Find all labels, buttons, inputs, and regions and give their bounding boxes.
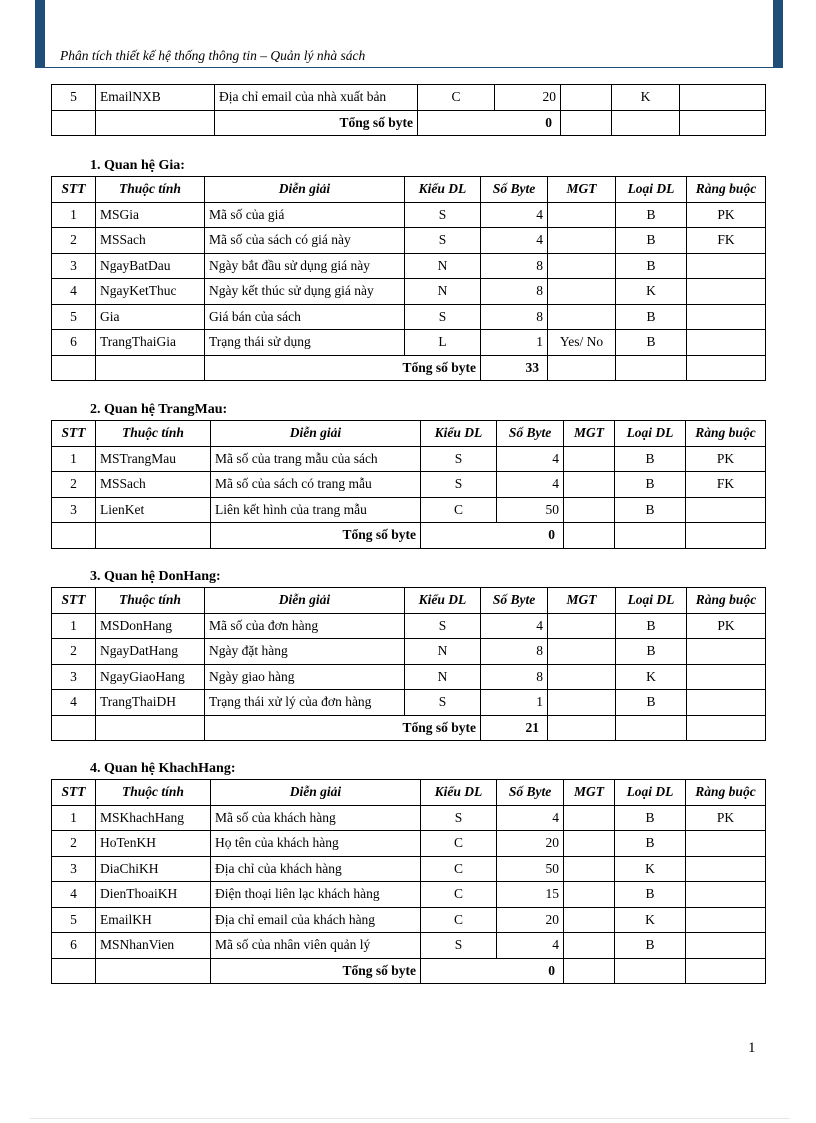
section-title-donhang: 3. Quan hệ DonHang: — [90, 569, 221, 584]
column-header: Thuộc tính — [96, 421, 211, 447]
cell-mgt — [548, 304, 616, 330]
table-row — [52, 497, 766, 523]
table-row — [52, 202, 766, 228]
header-right-bar — [773, 0, 783, 68]
cell-attribute: MSNhanVien — [96, 933, 211, 959]
cell-description: Trạng thái xử lý của đơn hàng — [205, 690, 405, 716]
column-header: Loại DL — [615, 421, 686, 447]
cell-description: Mã số của khách hàng — [211, 805, 421, 831]
cell-data-kind: B — [615, 882, 686, 908]
header-divider — [35, 67, 783, 68]
cell-mgt — [564, 446, 615, 472]
cell-constraint: FK — [686, 472, 766, 498]
cell-mgt — [564, 933, 615, 959]
cell-type: S — [405, 613, 481, 639]
cell-data-kind: B — [616, 639, 687, 665]
cell-mgt — [564, 882, 615, 908]
cell-attribute: MSDonHang — [96, 613, 205, 639]
cell-bytes: 20 — [495, 85, 561, 111]
column-header: MGT — [548, 177, 616, 203]
cell-mgt — [548, 639, 616, 665]
cell-constraint — [687, 279, 766, 305]
cell-constraint: PK — [686, 805, 766, 831]
table-row — [52, 279, 766, 305]
cell-bytes: 20 — [497, 831, 564, 857]
cell-description: Điện thoại liên lạc khách hàng — [211, 882, 421, 908]
cell-description: Mã số của nhân viên quản lý — [211, 933, 421, 959]
column-header: Thuộc tính — [96, 780, 211, 806]
cell-description: Địa chỉ email của nhà xuất bản — [215, 85, 418, 111]
cell-type: S — [405, 304, 481, 330]
cell-stt: 2 — [52, 639, 96, 665]
cell-attribute: TrangThaiGia — [96, 330, 205, 356]
cell-description: Mã số của sách có trang mẫu — [211, 472, 421, 498]
cell-mgt — [564, 907, 615, 933]
cell-type: N — [405, 664, 481, 690]
table-row — [52, 933, 766, 959]
column-header: Diễn giải — [211, 780, 421, 806]
table-row — [52, 85, 766, 111]
table-header-row — [52, 780, 766, 806]
table-row — [52, 472, 766, 498]
column-header: Loại DL — [615, 780, 686, 806]
cell-mgt — [564, 472, 615, 498]
cell-description: Ngày đặt hàng — [205, 639, 405, 665]
cell-data-kind: B — [616, 202, 687, 228]
cell-bytes: 4 — [497, 446, 564, 472]
cell-constraint — [686, 907, 766, 933]
total-label: Tổng số byte — [205, 355, 481, 381]
cell-stt: 2 — [52, 228, 96, 254]
column-header: Ràng buộc — [686, 780, 766, 806]
cell-type: C — [418, 85, 495, 111]
cell-attribute: MSTrangMau — [96, 446, 211, 472]
cell-constraint — [687, 253, 766, 279]
column-header: Diễn giải — [205, 177, 405, 203]
cell-data-kind: B — [616, 330, 687, 356]
cell-constraint — [687, 664, 766, 690]
cell-attribute: MSSach — [96, 228, 205, 254]
table-row — [52, 446, 766, 472]
cell-stt: 6 — [52, 330, 96, 356]
total-row — [52, 958, 766, 984]
cell-bytes: 8 — [481, 664, 548, 690]
cell-type: S — [421, 805, 497, 831]
cell-description: Ngày kết thúc sử dụng giá này — [205, 279, 405, 305]
total-label: Tổng số byte — [211, 958, 421, 984]
cell-constraint — [686, 497, 766, 523]
cell-bytes: 4 — [497, 933, 564, 959]
table-row — [52, 690, 766, 716]
cell-type: S — [421, 446, 497, 472]
table-continuation — [51, 84, 766, 136]
cell-mgt — [548, 664, 616, 690]
page-number: 1 — [748, 1040, 756, 1056]
section-title-khachhang: 4. Quan hệ KhachHang: — [90, 761, 236, 776]
cell-data-kind: B — [615, 831, 686, 857]
column-header: MGT — [548, 588, 616, 614]
table-row — [52, 330, 766, 356]
column-header: MGT — [564, 421, 615, 447]
table-row — [52, 228, 766, 254]
cell-constraint — [680, 85, 766, 111]
cell-description: Mã số của sách có giá này — [205, 228, 405, 254]
cell-constraint — [687, 690, 766, 716]
cell-attribute: EmailNXB — [96, 85, 215, 111]
table-khachhang — [51, 779, 766, 984]
table-gia — [51, 176, 766, 381]
cell-data-kind: B — [615, 446, 686, 472]
column-header: Số Byte — [497, 780, 564, 806]
cell-description: Địa chỉ của khách hàng — [211, 856, 421, 882]
cell-attribute: MSGia — [96, 202, 205, 228]
column-header: Thuộc tính — [96, 588, 205, 614]
table-header-row — [52, 588, 766, 614]
table-row — [52, 907, 766, 933]
cell-description: Họ tên của khách hàng — [211, 831, 421, 857]
cell-stt: 3 — [52, 497, 96, 523]
table-trangmau — [51, 420, 766, 549]
cell-data-kind: B — [615, 497, 686, 523]
column-header: Số Byte — [481, 588, 548, 614]
column-header: MGT — [564, 780, 615, 806]
cell-mgt — [564, 856, 615, 882]
table-row — [52, 664, 766, 690]
cell-constraint: PK — [686, 446, 766, 472]
cell-constraint: FK — [687, 228, 766, 254]
cell-mgt — [548, 279, 616, 305]
column-header: Kiểu DL — [421, 421, 497, 447]
cell-constraint — [687, 304, 766, 330]
cell-data-kind: B — [616, 228, 687, 254]
column-header: Kiểu DL — [405, 588, 481, 614]
cell-bytes: 1 — [481, 690, 548, 716]
cell-attribute: Gia — [96, 304, 205, 330]
cell-type: S — [421, 933, 497, 959]
cell-attribute: EmailKH — [96, 907, 211, 933]
cell-constraint — [686, 831, 766, 857]
cell-mgt — [548, 253, 616, 279]
cell-stt: 2 — [52, 472, 96, 498]
cell-mgt — [548, 690, 616, 716]
table-header-row — [52, 177, 766, 203]
cell-mgt — [561, 85, 612, 111]
cell-type: C — [421, 882, 497, 908]
cell-type: C — [421, 497, 497, 523]
cell-stt: 4 — [52, 279, 96, 305]
cell-stt: 5 — [52, 85, 96, 111]
cell-bytes: 20 — [497, 907, 564, 933]
cell-attribute: LienKet — [96, 497, 211, 523]
cell-bytes: 8 — [481, 253, 548, 279]
cell-attribute: NgayGiaoHang — [96, 664, 205, 690]
page-header-title: Phân tích thiết kế hệ thống thông tin – Quản lý nhà sách — [60, 48, 366, 63]
cell-description: Liên kết hình của trang mẫu — [211, 497, 421, 523]
column-header: Diễn giải — [205, 588, 405, 614]
column-header: Số Byte — [497, 421, 564, 447]
cell-constraint: PK — [687, 202, 766, 228]
cell-attribute: DiaChiKH — [96, 856, 211, 882]
total-value: 0 — [421, 958, 564, 984]
cell-bytes: 8 — [481, 279, 548, 305]
cell-description: Trạng thái sử dụng — [205, 330, 405, 356]
cell-data-kind: K — [612, 85, 680, 111]
table-row — [52, 639, 766, 665]
cell-attribute: NgayBatDau — [96, 253, 205, 279]
column-header: STT — [52, 588, 96, 614]
cell-type: N — [405, 253, 481, 279]
cell-mgt — [548, 613, 616, 639]
total-value: 21 — [481, 715, 548, 741]
cell-type: C — [421, 856, 497, 882]
footer-divider — [30, 1118, 790, 1119]
table-row — [52, 304, 766, 330]
cell-bytes: 50 — [497, 856, 564, 882]
cell-data-kind: B — [616, 613, 687, 639]
cell-constraint — [686, 882, 766, 908]
cell-stt: 4 — [52, 690, 96, 716]
column-header: STT — [52, 780, 96, 806]
cell-data-kind: B — [615, 805, 686, 831]
total-row — [52, 715, 766, 741]
cell-attribute: TrangThaiDH — [96, 690, 205, 716]
cell-bytes: 8 — [481, 639, 548, 665]
cell-data-kind: K — [616, 279, 687, 305]
cell-description: Giá bán của sách — [205, 304, 405, 330]
cell-bytes: 4 — [497, 805, 564, 831]
cell-description: Địa chỉ email của khách hàng — [211, 907, 421, 933]
cell-stt: 2 — [52, 831, 96, 857]
cell-constraint — [687, 330, 766, 356]
cell-description: Ngày giao hàng — [205, 664, 405, 690]
header-left-bar — [35, 0, 45, 68]
cell-type: C — [421, 907, 497, 933]
cell-data-kind: B — [616, 304, 687, 330]
cell-stt: 1 — [52, 805, 96, 831]
table-row — [52, 805, 766, 831]
cell-constraint — [686, 933, 766, 959]
table-donhang — [51, 587, 766, 741]
cell-type: N — [405, 279, 481, 305]
cell-data-kind: K — [615, 907, 686, 933]
cell-stt: 4 — [52, 882, 96, 908]
cell-data-kind: B — [615, 472, 686, 498]
cell-data-kind: B — [615, 933, 686, 959]
cell-mgt — [564, 831, 615, 857]
total-label: Tổng số byte — [211, 523, 421, 549]
cell-constraint — [687, 639, 766, 665]
column-header: Ràng buộc — [687, 177, 766, 203]
cell-stt: 3 — [52, 856, 96, 882]
total-value: 0 — [421, 523, 564, 549]
cell-bytes: 4 — [481, 228, 548, 254]
section-title-gia: 1. Quan hệ Gia: — [90, 158, 185, 173]
table-row — [52, 253, 766, 279]
column-header: Ràng buộc — [687, 588, 766, 614]
cell-attribute: NgayKetThuc — [96, 279, 205, 305]
column-header: Loại DL — [616, 588, 687, 614]
column-header: Thuộc tính — [96, 177, 205, 203]
cell-data-kind: K — [615, 856, 686, 882]
total-row — [52, 355, 766, 381]
cell-type: N — [405, 639, 481, 665]
cell-stt: 3 — [52, 664, 96, 690]
cell-data-kind: B — [616, 690, 687, 716]
table-row — [52, 831, 766, 857]
table-header-row — [52, 421, 766, 447]
cell-description: Mã số của đơn hàng — [205, 613, 405, 639]
cell-stt: 5 — [52, 907, 96, 933]
cell-mgt — [548, 202, 616, 228]
cell-stt: 3 — [52, 253, 96, 279]
cell-description: Mã số của giá — [205, 202, 405, 228]
table-row — [52, 613, 766, 639]
cell-type: S — [405, 228, 481, 254]
cell-attribute: DienThoaiKH — [96, 882, 211, 908]
cell-bytes: 4 — [497, 472, 564, 498]
table-row — [52, 882, 766, 908]
cell-bytes: 4 — [481, 202, 548, 228]
cell-description: Ngày bắt đầu sử dụng giá này — [205, 253, 405, 279]
cell-stt: 1 — [52, 202, 96, 228]
cell-mgt: Yes/ No — [548, 330, 616, 356]
cell-type: S — [421, 472, 497, 498]
total-value: 33 — [481, 355, 548, 381]
cell-attribute: NgayDatHang — [96, 639, 205, 665]
cell-bytes: 15 — [497, 882, 564, 908]
cell-bytes: 4 — [481, 613, 548, 639]
cell-type: C — [421, 831, 497, 857]
cell-stt: 1 — [52, 446, 96, 472]
cell-type: S — [405, 690, 481, 716]
cell-bytes: 8 — [481, 304, 548, 330]
cell-attribute: MSSach — [96, 472, 211, 498]
table-row — [52, 856, 766, 882]
cell-constraint: PK — [687, 613, 766, 639]
column-header: Số Byte — [481, 177, 548, 203]
column-header: Kiểu DL — [405, 177, 481, 203]
column-header: Kiểu DL — [421, 780, 497, 806]
cell-bytes: 50 — [497, 497, 564, 523]
cell-bytes: 1 — [481, 330, 548, 356]
cell-stt: 6 — [52, 933, 96, 959]
cell-stt: 1 — [52, 613, 96, 639]
cell-mgt — [564, 497, 615, 523]
total-row — [52, 523, 766, 549]
cell-description: Mã số của trang mẫu của sách — [211, 446, 421, 472]
cell-attribute: MSKhachHang — [96, 805, 211, 831]
column-header: Ràng buộc — [686, 421, 766, 447]
column-header: STT — [52, 177, 96, 203]
cell-type: S — [405, 202, 481, 228]
section-title-trangmau: 2. Quan hệ TrangMau: — [90, 402, 228, 417]
column-header: STT — [52, 421, 96, 447]
cell-type: L — [405, 330, 481, 356]
total-value: 0 — [418, 110, 561, 136]
cell-data-kind: K — [616, 664, 687, 690]
total-row — [52, 110, 766, 136]
cell-stt: 5 — [52, 304, 96, 330]
total-label: Tổng số byte — [205, 715, 481, 741]
cell-data-kind: B — [616, 253, 687, 279]
total-label: Tổng số byte — [215, 110, 418, 136]
column-header: Loại DL — [616, 177, 687, 203]
cell-constraint — [686, 856, 766, 882]
cell-mgt — [548, 228, 616, 254]
cell-mgt — [564, 805, 615, 831]
column-header: Diễn giải — [211, 421, 421, 447]
cell-attribute: HoTenKH — [96, 831, 211, 857]
